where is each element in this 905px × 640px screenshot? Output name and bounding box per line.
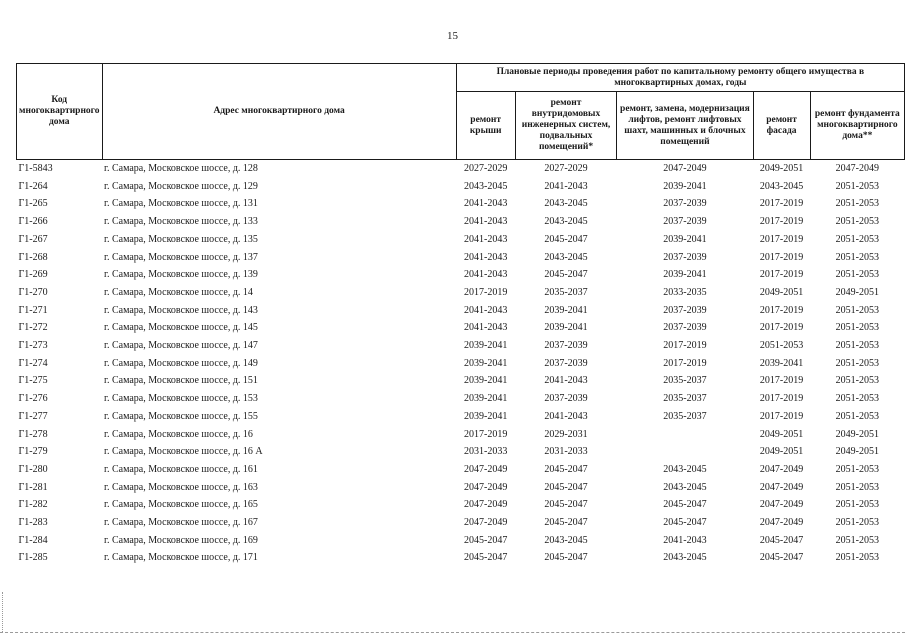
cell-systems: 2027-2029 xyxy=(544,163,588,174)
cell-foundation: 2051-2053 xyxy=(835,340,879,352)
cell-foundation: 2051-2053 xyxy=(835,410,879,422)
cell-roof: 2041-2043 xyxy=(464,198,508,210)
cell-roof: 2039-2041 xyxy=(464,375,508,387)
cell-systems: 2043-2045 xyxy=(544,534,588,546)
cell-roof: 2027-2029 xyxy=(464,163,508,174)
table-row xyxy=(17,213,905,231)
cell-systems: 2035-2037 xyxy=(544,286,588,298)
cell-roof: 2047-2049 xyxy=(464,463,508,475)
repair-schedule-table xyxy=(16,63,905,567)
table-row xyxy=(17,355,905,373)
cell-address: г. Самара, Московское шоссе, д. 161 xyxy=(104,463,258,475)
cell-address: г. Самара, Московское шоссе, д. 128 xyxy=(104,163,258,174)
cell-elevators: 2037-2039 xyxy=(663,322,707,334)
cell-code: Г1-276 xyxy=(18,393,48,405)
cell-facade: 2043-2045 xyxy=(759,180,804,192)
cell-systems: 2039-2041 xyxy=(544,304,588,316)
cell-facade: 2017-2019 xyxy=(759,304,804,316)
cell-facade: 2049-2051 xyxy=(759,428,804,440)
cell-code: Г1-273 xyxy=(18,340,48,352)
cell-facade: 2045-2047 xyxy=(759,552,804,564)
cell-code: Г1-275 xyxy=(18,375,48,387)
cell-elevators: 2033-2035 xyxy=(663,286,707,298)
cell-code: Г1-268 xyxy=(18,251,48,263)
cell-systems: 2045-2047 xyxy=(544,552,588,564)
cell-systems: 2045-2047 xyxy=(544,269,588,281)
cell-systems: 2043-2045 xyxy=(544,216,588,228)
cell-elevators: 2037-2039 xyxy=(663,216,707,228)
table-row xyxy=(17,426,905,444)
cell-roof: 2031-2033 xyxy=(464,446,508,458)
cell-foundation: 2047-2049 xyxy=(835,163,879,174)
cell-foundation: 2051-2053 xyxy=(835,517,879,529)
cell-foundation: 2049-2051 xyxy=(835,428,879,440)
cell-address: г. Самара, Московское шоссе, д. 16 А xyxy=(104,446,263,458)
cell-elevators: 2045-2047 xyxy=(663,517,707,529)
cell-facade: 2049-2051 xyxy=(759,446,804,458)
cell-roof: 2041-2043 xyxy=(464,304,508,316)
cell-foundation: 2051-2053 xyxy=(835,198,879,210)
cell-code: Г1-266 xyxy=(18,216,48,228)
cell-systems: 2045-2047 xyxy=(544,463,588,475)
header-foundation: ремонт фундамента многоквартирного дома** xyxy=(810,92,904,160)
header-code: Код многоквартирного дома xyxy=(17,64,103,160)
cell-foundation: 2051-2053 xyxy=(835,375,879,387)
cell-roof: 2039-2041 xyxy=(464,393,508,405)
table-row xyxy=(17,408,905,426)
cell-roof: 2041-2043 xyxy=(464,233,508,245)
cell-address: г. Самара, Московское шоссе, д. 16 xyxy=(104,428,253,440)
cell-facade: 2047-2049 xyxy=(759,517,804,529)
cell-roof: 2041-2043 xyxy=(464,251,508,263)
cell-code: Г1-279 xyxy=(18,446,48,458)
cell-code: Г1-280 xyxy=(18,463,48,475)
cell-facade: 2017-2019 xyxy=(759,393,804,405)
cell-elevators: 2037-2039 xyxy=(663,251,707,263)
cell-facade: 2049-2051 xyxy=(759,163,804,174)
table-row xyxy=(17,319,905,337)
cell-code: Г1-282 xyxy=(18,499,48,511)
cell-systems: 2041-2043 xyxy=(544,375,588,387)
table-row xyxy=(17,160,905,178)
cell-code: Г1-265 xyxy=(18,198,48,210)
cell-foundation: 2051-2053 xyxy=(835,552,879,564)
cell-code: Г1-285 xyxy=(18,552,48,564)
cell-code: Г1-284 xyxy=(18,534,48,546)
cell-foundation: 2051-2053 xyxy=(835,463,879,475)
cell-facade: 2017-2019 xyxy=(759,198,804,210)
table-row xyxy=(17,549,905,567)
cell-address: г. Самара, Московское шоссе, д. 163 xyxy=(104,481,258,493)
cell-foundation: 2051-2053 xyxy=(835,499,879,511)
cell-elevators: 2043-2045 xyxy=(663,552,707,564)
cell-facade: 2017-2019 xyxy=(759,375,804,387)
header-group: Плановые периоды проведения работ по капитальному ремонту общего имущества в многоквартирных домах, годы xyxy=(456,64,904,92)
cell-systems: 2037-2039 xyxy=(544,393,588,405)
cell-address: г. Самара, Московское шоссе, д. 139 xyxy=(104,269,258,281)
cell-address: г. Самара, Московское шоссе, д. 151 xyxy=(104,375,258,387)
cell-facade: 2017-2019 xyxy=(759,322,804,334)
header-roof: ремонт крыши xyxy=(456,92,515,160)
table-row xyxy=(17,337,905,355)
cell-roof: 2047-2049 xyxy=(464,481,508,493)
cell-elevators: 2037-2039 xyxy=(663,198,707,210)
cell-elevators xyxy=(617,426,753,444)
cell-foundation: 2051-2053 xyxy=(835,216,879,228)
table-row xyxy=(17,496,905,514)
cell-elevators: 2035-2037 xyxy=(663,410,707,422)
cell-elevators: 2039-2041 xyxy=(663,269,707,281)
table-row xyxy=(17,532,905,550)
cell-facade: 2045-2047 xyxy=(759,534,804,546)
cell-address: г. Самара, Московское шоссе, д. 137 xyxy=(104,251,258,263)
table-row xyxy=(17,514,905,532)
table-row xyxy=(17,302,905,320)
cell-foundation: 2051-2053 xyxy=(835,481,879,493)
cell-facade: 2047-2049 xyxy=(759,499,804,511)
table-header xyxy=(17,64,905,160)
cell-address: г. Самара, Московское шоссе, д. 155 xyxy=(104,410,258,422)
cell-facade: 2051-2053 xyxy=(759,340,804,352)
cell-systems: 2037-2039 xyxy=(544,340,588,352)
cell-elevators: 2043-2045 xyxy=(663,463,707,475)
cell-elevators xyxy=(617,443,753,461)
header-elevators: ремонт, замена, модернизация лифтов, ремонт лифтовых шахт, машинных и блочных помещений xyxy=(617,92,753,160)
cell-address: г. Самара, Московское шоссе, д. 135 xyxy=(104,233,258,245)
cell-roof: 2045-2047 xyxy=(464,552,508,564)
cell-code: Г1-274 xyxy=(18,357,48,369)
cell-address: г. Самара, Московское шоссе, д. 129 xyxy=(104,180,258,192)
cell-address: г. Самара, Московское шоссе, д. 149 xyxy=(104,357,258,369)
cell-foundation: 2051-2053 xyxy=(835,180,879,192)
table-row xyxy=(17,479,905,497)
table-row xyxy=(17,231,905,249)
table-row xyxy=(17,266,905,284)
cell-foundation: 2051-2053 xyxy=(835,393,879,405)
cell-address: г. Самара, Московское шоссе, д. 131 xyxy=(104,198,258,210)
cell-systems: 2041-2043 xyxy=(544,410,588,422)
cell-facade: 2017-2019 xyxy=(759,251,804,263)
cell-systems: 2045-2047 xyxy=(544,499,588,511)
cell-facade: 2017-2019 xyxy=(759,410,804,422)
header-facade: ремонт фасада xyxy=(753,92,810,160)
cell-facade: 2017-2019 xyxy=(759,233,804,245)
cell-code: Г1-271 xyxy=(18,304,48,316)
cell-code: Г1-5843 xyxy=(18,163,53,174)
cell-code: Г1-264 xyxy=(18,180,48,192)
cell-roof: 2041-2043 xyxy=(464,322,508,334)
table-row xyxy=(17,195,905,213)
cell-roof: 2041-2043 xyxy=(464,269,508,281)
table-row xyxy=(17,461,905,479)
table-row xyxy=(17,178,905,196)
cell-address: г. Самара, Московское шоссе, д. 14 xyxy=(104,286,253,298)
table-row xyxy=(17,284,905,302)
cell-address: г. Самара, Московское шоссе, д. 145 xyxy=(104,322,258,334)
cell-foundation: 2051-2053 xyxy=(835,357,879,369)
cell-facade: 2047-2049 xyxy=(759,463,804,475)
cell-roof: 2039-2041 xyxy=(464,357,508,369)
cell-elevators: 2039-2041 xyxy=(663,233,707,245)
table-row xyxy=(17,372,905,390)
table-row xyxy=(17,390,905,408)
cell-elevators: 2037-2039 xyxy=(663,304,707,316)
cell-address: г. Самара, Московское шоссе, д. 153 xyxy=(104,393,258,405)
cell-systems: 2037-2039 xyxy=(544,357,588,369)
cell-systems: 2045-2047 xyxy=(544,517,588,529)
cell-address: г. Самара, Московское шоссе, д. 171 xyxy=(104,552,258,564)
cell-foundation: 2049-2051 xyxy=(835,286,879,298)
cell-address: г. Самара, Московское шоссе, д. 147 xyxy=(104,340,258,352)
cell-code: Г1-281 xyxy=(18,481,48,493)
cell-code: Г1-277 xyxy=(18,410,48,422)
cell-facade: 2039-2041 xyxy=(759,357,804,369)
cell-foundation: 2049-2051 xyxy=(835,446,879,458)
cell-address: г. Самара, Московское шоссе, д. 133 xyxy=(104,216,258,228)
cell-roof: 2039-2041 xyxy=(464,340,508,352)
cell-systems: 2043-2045 xyxy=(544,251,588,263)
cell-code: Г1-283 xyxy=(18,517,48,529)
cell-systems: 2041-2043 xyxy=(544,180,588,192)
cell-address: г. Самара, Московское шоссе, д. 165 xyxy=(104,499,258,511)
table-row xyxy=(17,443,905,461)
cell-elevators: 2043-2045 xyxy=(663,481,707,493)
cell-systems: 2045-2047 xyxy=(544,233,588,245)
header-systems: ремонт внутридомовых инженерных систем, подвальных помещений* xyxy=(515,92,617,160)
cell-address: г. Самара, Московское шоссе, д. 143 xyxy=(104,304,258,316)
cell-facade: 2017-2019 xyxy=(759,269,804,281)
cell-roof: 2041-2043 xyxy=(464,216,508,228)
scan-margin-mark xyxy=(2,592,5,632)
cell-foundation: 2051-2053 xyxy=(835,233,879,245)
cell-roof: 2017-2019 xyxy=(464,428,508,440)
cell-code: Г1-278 xyxy=(18,428,48,440)
cell-elevators: 2035-2037 xyxy=(663,393,707,405)
cell-systems: 2043-2045 xyxy=(544,198,588,210)
cell-systems: 2029-2031 xyxy=(544,428,588,440)
cell-facade: 2049-2051 xyxy=(759,286,804,298)
cell-systems: 2045-2047 xyxy=(544,481,588,493)
cell-elevators: 2041-2043 xyxy=(663,534,707,546)
cell-systems: 2039-2041 xyxy=(544,322,588,334)
cell-systems: 2031-2033 xyxy=(544,446,588,458)
cell-roof: 2047-2049 xyxy=(464,517,508,529)
cell-roof: 2039-2041 xyxy=(464,410,508,422)
cell-roof: 2043-2045 xyxy=(464,180,508,192)
header-address: Адрес многоквартирного дома xyxy=(102,64,456,160)
cell-elevators: 2017-2019 xyxy=(663,340,707,352)
cell-roof: 2047-2049 xyxy=(464,499,508,511)
page-number: 15 xyxy=(447,30,458,42)
cell-foundation: 2051-2053 xyxy=(835,534,879,546)
cell-code: Г1-272 xyxy=(18,322,48,334)
cell-foundation: 2051-2053 xyxy=(835,322,879,334)
cell-foundation: 2051-2053 xyxy=(835,304,879,316)
cell-elevators: 2035-2037 xyxy=(663,375,707,387)
cell-elevators: 2045-2047 xyxy=(663,499,707,511)
cell-facade: 2047-2049 xyxy=(759,481,804,493)
cell-code: Г1-267 xyxy=(18,233,48,245)
table-row xyxy=(17,249,905,267)
cell-address: г. Самара, Московское шоссе, д. 169 xyxy=(104,534,258,546)
cell-code: Г1-270 xyxy=(18,286,48,298)
cell-elevators: 2017-2019 xyxy=(663,357,707,369)
cell-facade: 2017-2019 xyxy=(759,216,804,228)
table-body xyxy=(17,160,905,568)
cell-address: г. Самара, Московское шоссе, д. 167 xyxy=(104,517,258,529)
cell-roof: 2017-2019 xyxy=(464,286,508,298)
cell-code: Г1-269 xyxy=(18,269,48,281)
cell-elevators: 2039-2041 xyxy=(663,180,707,192)
cell-foundation: 2051-2053 xyxy=(835,269,879,281)
footer-rule xyxy=(0,632,905,633)
cell-roof: 2045-2047 xyxy=(464,534,508,546)
cell-foundation: 2051-2053 xyxy=(835,251,879,263)
cell-elevators: 2047-2049 xyxy=(663,163,707,174)
